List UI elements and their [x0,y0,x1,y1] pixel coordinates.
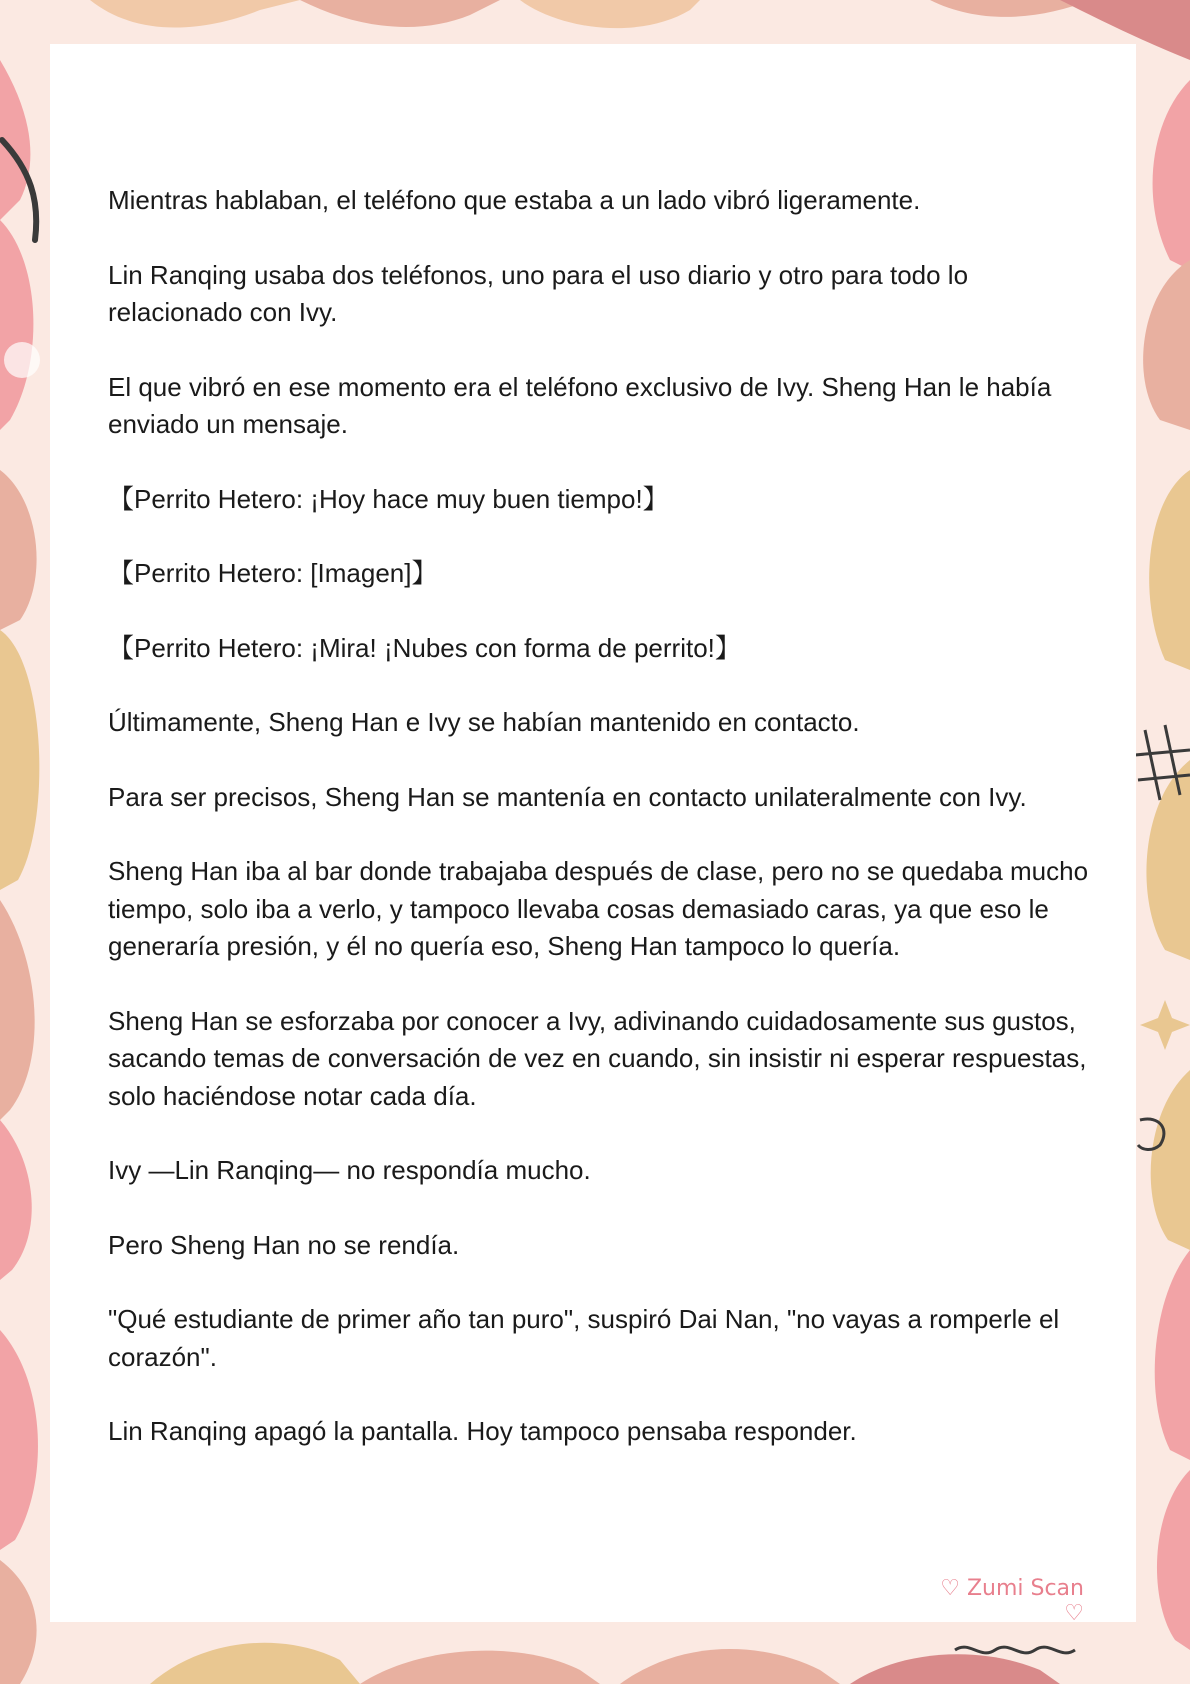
message-line: 【Perrito Hetero: [Imagen]】 [108,558,438,588]
paragraph: Mientras hablaban, el teléfono que estaba a un lado vibró ligeramente. [108,185,921,215]
paragraph: Lin Ranqing usaba dos teléfonos, uno para el uso diario y otro para todo lo relacionado con Ivy. [108,259,969,327]
paragraph: Sheng Han se esforzaba por conocer a Ivy, adivinando cuidadosamente sus gustos, sacando temas de conversación de vez en cuando, sin insistir ni esperar respuestas, solo haciéndose notar cada día. [108,1005,1087,1111]
message-line: 【Perrito Hetero: ¡Mira! ¡Nubes con forma de perrito!】 [108,632,741,663]
paragraph: Ivy —Lin Ranqing— no respondía mucho. [108,1155,591,1185]
paragraph: Últimamente, Sheng Han e Ivy se habían mantenido en contacto. [108,707,860,737]
chapter-text [108,182,1098,1488]
paragraph: "Qué estudiante de primer año tan puro", suspiró Dai Nan, "no vayas a romperle el corazón". [108,1304,1060,1372]
paragraph: Lin Ranqing apagó la pantalla. Hoy tampoco pensaba responder. [108,1416,857,1446]
paragraph: Pero Sheng Han no se rendía. [108,1229,460,1260]
paragraph: El que vibró en ese momento era el teléfono exclusivo de Ivy. Sheng Han le había enviado un mensaje. [108,371,1052,439]
scan-group-signature: ♡ Zumi Scan ♡ [940,1576,1084,1626]
paragraph: Sheng Han iba al bar donde trabajaba después de clase, pero no se quedaba mucho tiempo, solo iba a verlo, y tampoco llevaba cosas demasiado caras, ya que eso le generaría presión, y él no quería eso, Sheng Han tampoco lo quería. [108,856,1089,961]
paragraph: Para ser precisos, Sheng Han se mantenía en contacto unilateralmente con Ivy. [108,781,1027,812]
message-line: 【Perrito Hetero: ¡Hoy hace muy buen tiempo!】 [108,483,669,514]
